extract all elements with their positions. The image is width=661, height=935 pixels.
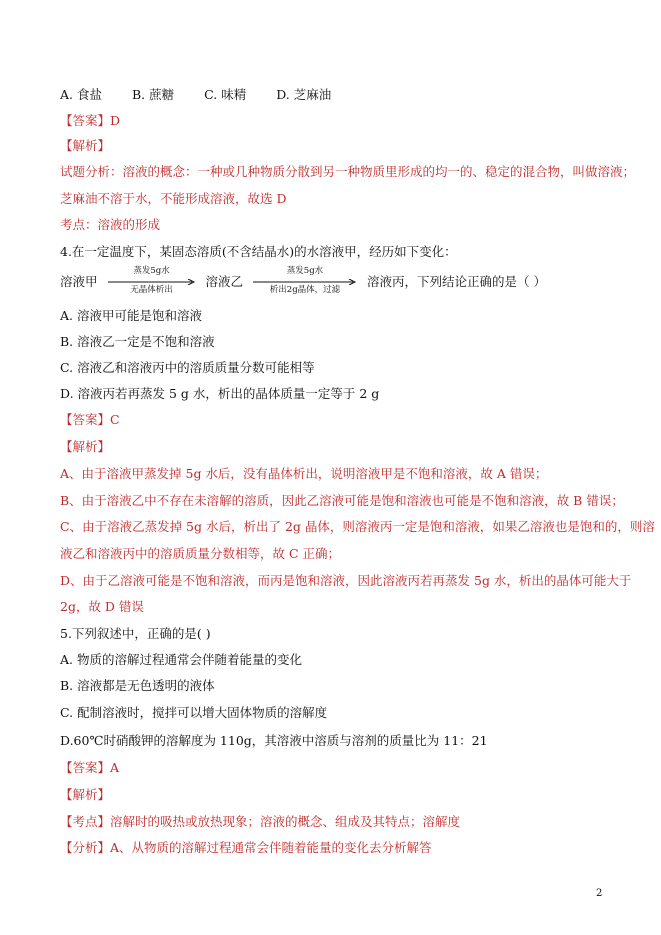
q4-solution-b: 溶液乙: [205, 274, 243, 289]
q3-analysis-line-1: 试题分析：溶液的概念：一种或几种物质分散到另一种物质里形成的均一的、稳定的混合物，叫做溶液；: [60, 164, 636, 179]
q4-answer: 【答案】C: [60, 412, 120, 427]
q5-option-c: C. 配制溶液时，搅拌可以增大固体物质的溶解度: [60, 705, 328, 720]
q5-option-b: B. 溶液都是无色透明的液体: [60, 678, 215, 693]
q4-analysis-line-1: A、由于溶液甲蒸发掉 5g 水后，没有晶体析出，说明溶液甲是不饱和溶液，故 A 错误；: [60, 466, 548, 481]
page-number: 2: [596, 888, 603, 899]
q4-step1-arrow: [108, 266, 196, 296]
q4-option-c: C. 溶液乙和溶液丙中的溶质质量分数可能相等: [60, 360, 315, 375]
q3-option-c: C. 味精: [204, 87, 247, 102]
q4-option-d: D. 溶液丙若再蒸发 5 g 水，析出的晶体质量一定等于 2 g: [60, 386, 380, 401]
q4-analysis-line-3: C、由于溶液乙蒸发掉 5g 水后，析出了 2g 晶体，则溶液丙一定是饱和溶液，如果乙溶液也是饱和的，则溶: [60, 519, 655, 534]
q5-option-d: D.60℃时硝酸钾的溶解度为 110g，其溶液中溶质与溶剂的质量比为 11：21: [60, 733, 488, 748]
q3-option-d: D. 芝麻油: [276, 87, 332, 102]
q4-solution-c-tail: 溶液丙，下列结论正确的是（ ）: [366, 274, 546, 289]
q4-option-b: B. 溶液乙一定是不饱和溶液: [60, 334, 215, 349]
q4-flow-diagram: [60, 266, 546, 298]
q3-option-b: B. 蔗糖: [131, 87, 175, 102]
q4-step2-bottom-label: 析出2g晶体，过滤: [269, 285, 341, 295]
q4-analysis-line-5: D、由于乙溶液可能是不饱和溶液，而丙是饱和溶液，因此溶液丙若再蒸发 5g 水，析出的晶体可能大于: [60, 573, 632, 588]
q4-step2-arrow: [253, 266, 357, 296]
q3-option-a: A. 食盐: [60, 87, 102, 102]
q4-step2-top-label: 蒸发5g水: [286, 266, 324, 276]
q4-solution-a: 溶液甲: [60, 274, 98, 289]
q3-analysis-line-2: 芝麻油不溶于水，不能形成溶液，故选 D: [60, 191, 287, 206]
q3-analysis-title: 【解析】: [60, 138, 111, 153]
q5-analysis-title: 【解析】: [60, 787, 111, 802]
q4-step1-top-label: 蒸发5g水: [133, 266, 170, 276]
q5-option-a: A. 物质的溶解过程通常会伴随着能量的变化: [60, 652, 302, 667]
q4-analysis-title: 【解析】: [60, 439, 111, 454]
q5-stem: 5.下列叙述中，正确的是( ): [60, 626, 211, 641]
q4-analysis-line-6: 2g，故 D 错误: [60, 599, 144, 614]
q5-kaodian: 【考点】溶解时的吸热或放热现象；溶液的概念、组成及其特点；溶解度: [60, 814, 461, 829]
q5-answer: 【答案】A: [60, 760, 120, 775]
q4-stem: 4.在一定温度下，某固态溶质(不含结晶水)的水溶液甲，经历如下变化：: [60, 244, 457, 259]
q3-answer: 【答案】D: [60, 113, 121, 128]
q4-option-a: A. 溶液甲可能是饱和溶液: [60, 308, 202, 323]
q3-kaodian: 考点：溶液的形成: [60, 217, 161, 232]
q4-step1-bottom-label: 无晶体析出: [130, 285, 173, 295]
q3-options: [60, 87, 620, 103]
q4-analysis-line-4: 液乙和溶液丙中的溶质质量分数相等，故 C 正确；: [60, 546, 341, 561]
q4-analysis-line-2: B、由于溶液乙中不存在未溶解的溶质，因此乙溶液可能是饱和溶液也可能是不饱和溶液，故 B 错误；: [60, 493, 624, 508]
q5-fenxi: 【分析】A、从物质的溶解过程通常会伴随着能量的变化去分析解答: [60, 840, 432, 855]
